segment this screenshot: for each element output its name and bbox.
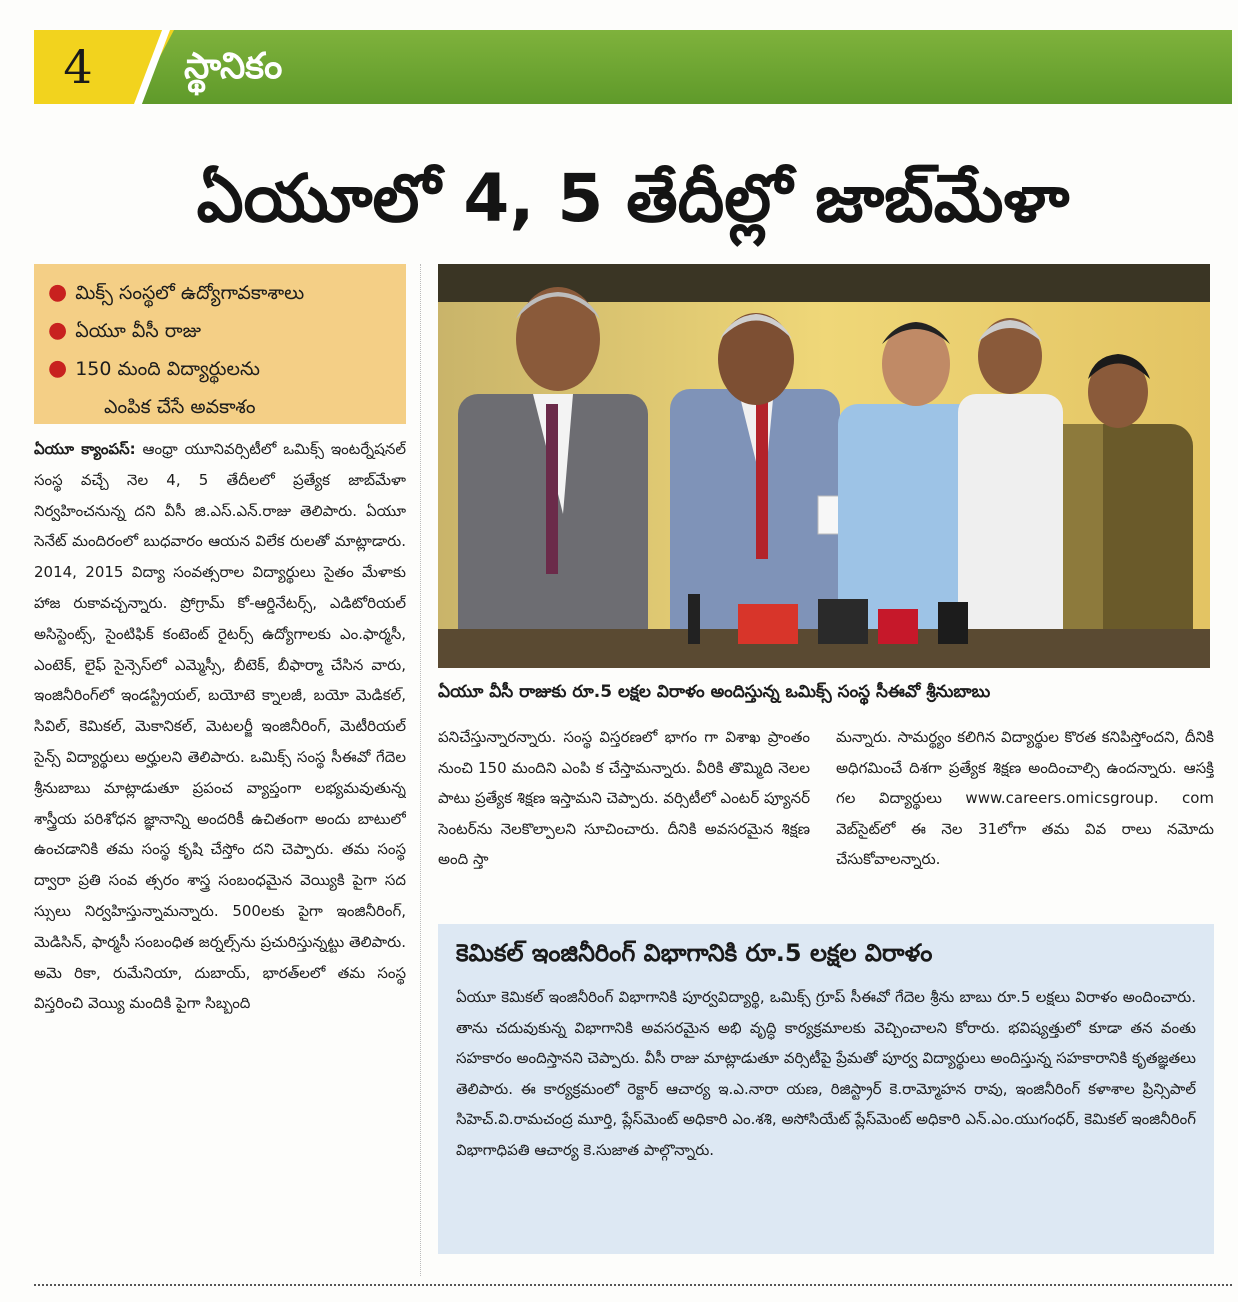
highlight-item-continuation: ఎంపిక చేసే అవకాశం [104,396,256,418]
section-title: స్థానికం [184,46,283,87]
bullet-icon: ● [48,356,68,381]
bullet-icon: ● [48,318,68,343]
headline: ఏయూలో 4, 5 తేదీల్లో జాబ్‌మేళా [196,160,1070,237]
article-column-right [836,722,1214,916]
highlight-item: ● 150 మంది విద్యార్థులను [48,356,260,381]
page-number: 4 [63,40,93,94]
article-paragraph: పనిచేస్తున్నారన్నారు. సంస్థ విస్తరణలో భాగం గా విశాఖ ప్రాంతం నుంచి 150 మందిని ఎంపి క చేస్తామన్నారు. వీరికి తొమ్మిది నెలల పాటు ప్రత్యేక శిక్షణ ఇస్తామని చెప్పారు. వర్సిటీలో ఎంటర్ ప్యూనర్ సెంటర్‌ను నెలకొల్పాలని సూచించారు. దీనికి అవసరమైన శిక్షణ అంది స్తా [438,728,810,869]
section-header [34,30,1232,104]
sidebar-story [438,924,1214,1254]
article-text: ఆంధ్రా యూనివర్సిటీలో ఒమిక్స్ ఇంటర్నేషనల్ సంస్థ వచ్చే నెల 4, 5 తేదీలలో ప్రత్యేక జాబ్‌మేళా నిర్వహించనున్న దని వీసీ జి.ఎస్.ఎన్.రాజు తెలిపారు. ఏయూ సెనేట్ మందిరంలో బుధవారం ఆయన విలేక రులతో మాట్లాడారు. 2014, 2015 విద్యా సంవత్సరాల విద్యార్థులు సైతం మేళాకు హాజ రుకావచ్చన్నారు. ప్రోగ్రామ్ కో-ఆర్డినేటర్స్, ఎడిటోరియల్ అసిస్టెంట్స్, సైంటిఫిక్ కంటెంట్ రైటర్స్ ఉద్యోగాలకు ఎం.ఫార్మసీ, ఎంటెక్, లైఫ్ సైన్సెస్‌లో ఎమ్మెస్సీ, బీటెక్, బీఫార్మా చేసిన వారు, ఇంజినీరింగ్‌లో ఇండస్ట్రియల్, బయోటె క్నాలజీ, బయో మెడికల్, సివిల్, కెమికల్, మెకానికల్, మెటలర్జీ ఇంజినీరింగ్, మెటీరియల్ సైన్స్ విద్యార్థులు అర్హులని తెలిపారు. ఒమిక్స్ సంస్థ సీఈవో గేదెల శ్రీనుబాబు మాట్లాడుతూ ప్రపంచ వ్యాప్తంగా లభ్యమవుతున్న శాస్త్రీయ పరిశోధన జ్ఞానాన్ని అందరికీ ఉచితంగా అందు బాటులో ఉంచడానికి తమ సంస్థ కృషి చేస్తోం దని చెప్పారు. తమ సంస్థ ద్వారా ప్రతి సంవ త్సరం శాస్త్ర సంబంధమైన వెయ్యికి పైగా సద స్సులు నిర్వహిస్తున్నామన్నారు. 500లకు పైగా ఇంజినీరింగ్, మెడిసిన్, ఫార్మసీ సంబంధిత జర్నల్స్‌ను ప్రచురిస్తున్నట్టు తెలిపారు. అమె రికా, రుమేనియా, దుబాయ్, భారత్‌లలో తమ సంస్థ విస్తరించి వెయ్యి మందికి పైగా సిబ్బంది [34,440,406,1013]
dateline: ఏయూ క్యాంపస్: [34,440,136,458]
article-column-middle [438,722,810,916]
article-paragraph [34,434,406,1019]
highlight-item: ● ఏయూ వీసీ రాజు [48,318,201,343]
highlight-item: ● మిక్స్ సంస్థలో ఉద్యోగావకాశాలు [48,280,305,305]
sidebar-title: కెమికల్ ఇంజినీరింగ్ విభాగానికి రూ.5 లక్షల విరాళం [456,939,933,967]
photo-caption: ఏయూ వీసీ రాజుకు రూ.5 లక్షల విరాళం అందిస్తున్న ఒమిక్స్ సంస్థ సీఈవో శ్రీనుబాబు [438,682,991,702]
article-paragraph: మన్నారు. సామర్థ్యం కలిగిన విద్యార్థుల కొరత కనిపిస్తోందని, దీనికి అధిగమించే దిశగా ప్రత్యేక శిక్షణ అందించాల్సి ఉందన్నారు. ఆసక్తి గల విద్యార్థులు www.careers.omicsgroup. com వెబ్‌సైట్‌లో ఈ నెల 31లోగా తమ వివ రాలు నమోదు చేసుకోవాలన్నారు. [836,728,1214,869]
article-column-left [34,434,406,1282]
bottom-divider [34,1284,1232,1286]
bullet-icon: ● [48,280,68,305]
highlights-box [34,264,406,424]
news-photo-illustration [438,264,1210,668]
column-divider [420,264,421,1276]
news-photo [438,264,1210,668]
sidebar-text: ఏయూ కెమికల్ ఇంజినీరింగ్ విభాగానికి పూర్వవిద్యార్థి, ఒమిక్స్ గ్రూప్ సీఈవో గేదెల శ్రీను బాబు రూ.5 లక్షలు విరాళం అందించారు. తాను చదువుకున్న విభాగానికి అవసరమైన అభి వృద్ధి కార్యక్రమాలకు వెచ్చించాలని కోరారు. భవిష్యత్తులో కూడా తన వంతు సహకారం అందిస్తానని చెప్పారు. వీసీ రాజు మాట్లాడుతూ వర్సిటీపై ప్రేమతో పూర్వ విద్యార్థులు అందిస్తున్న సహకారానికి కృతజ్ఞతలు తెలిపారు. ఈ కార్యక్రమంలో రెక్టార్ ఆచార్య ఇ.ఎ.నారా యణ, రిజిస్ట్రార్ కె.రామ్మోహన రావు, ఇంజినీరింగ్ కళాశాల ప్రిన్సిపాల్ సిహెచ్.వి.రామచంద్ర మూర్తి, ప్లేస్‌మెంట్ అధికారి ఎం.శశి, అసోసియేట్ ప్లేస్‌మెంట్ అధికారి ఎన్.ఎం.యుగంధర్, కెమికల్ ఇంజినీరింగ్ విభాగాధిపతి ఆచార్య కె.సుజాత పాల్గొన్నారు. [456,988,1196,1159]
